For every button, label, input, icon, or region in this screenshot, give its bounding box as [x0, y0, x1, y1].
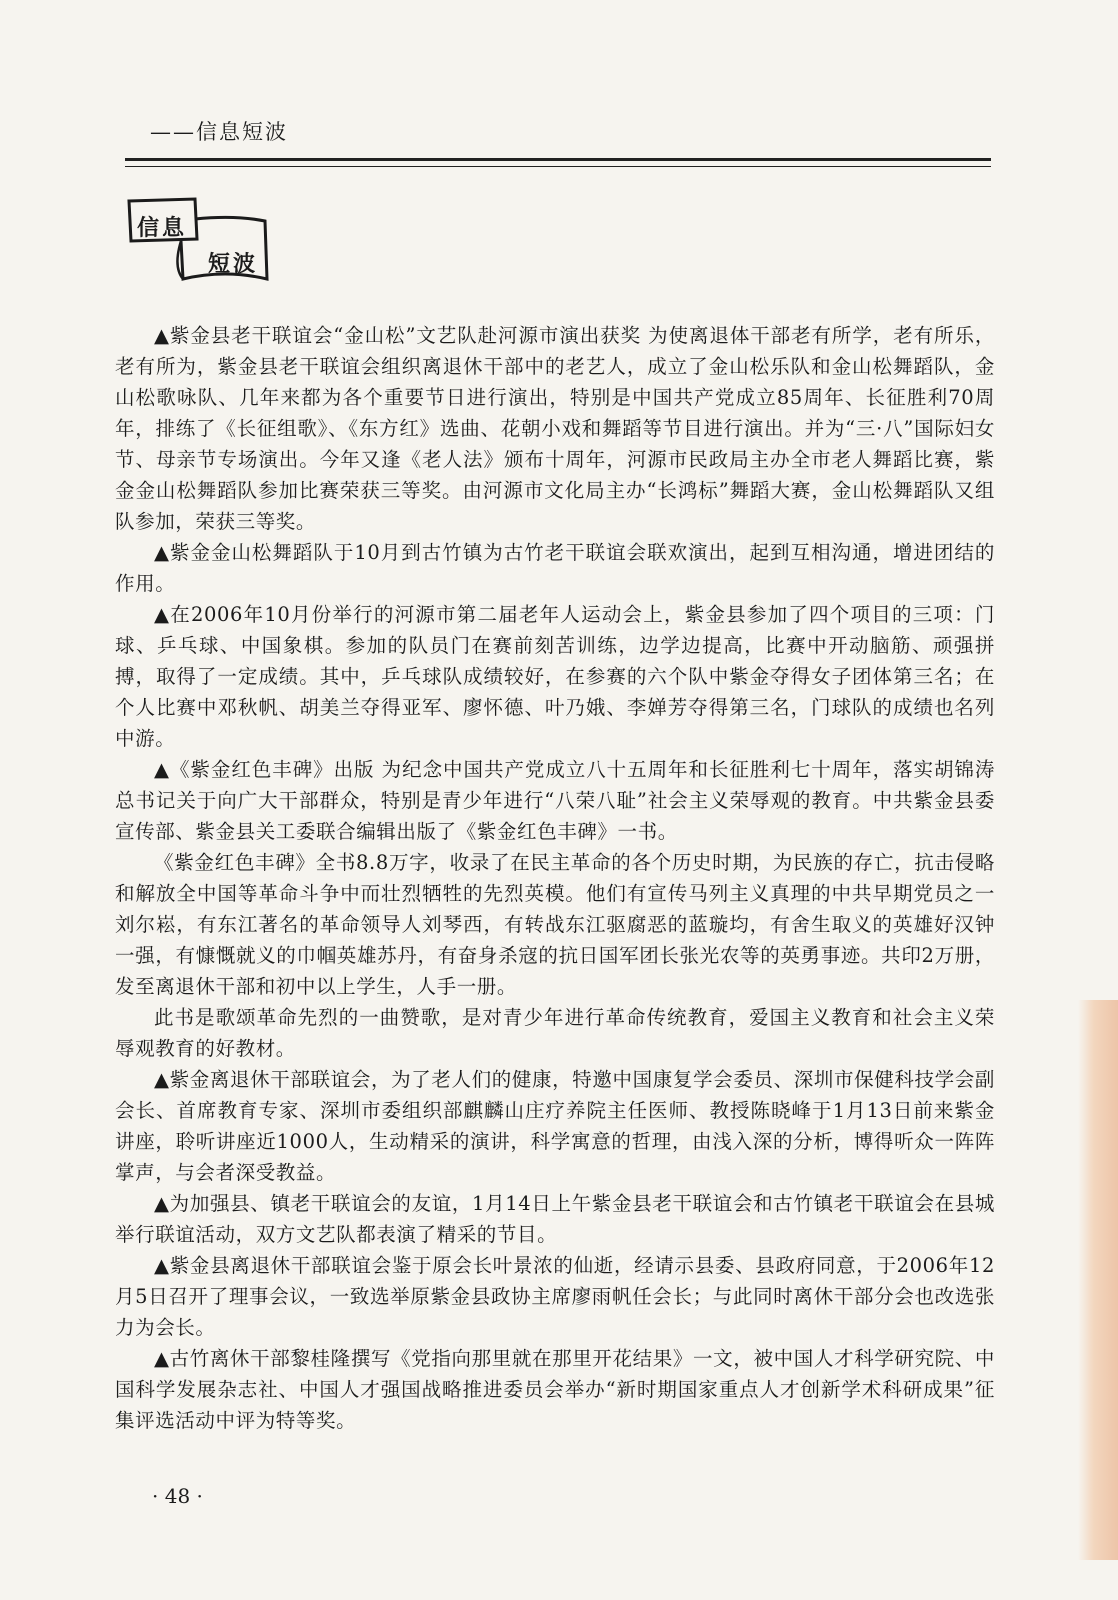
page-number: · 48 · [152, 1484, 203, 1508]
logo-line2: 短波 [208, 252, 259, 277]
paragraph: ▲《紫金红色丰碑》出版 为纪念中国共产党成立八十五周年和长征胜利七十周年，落实胡锦涛总书记关于向广大干部群众，特别是青少年进行“八荣八耻”社会主义荣辱观的教育。中共紫金县委宣传部、紫金县关工委联合编辑出版了《紫金红色丰碑》一书。 [115, 758, 995, 843]
paragraph: ▲古竹离休干部黎桂隆撰写《党指向那里就在那里开花结果》一文，被中国人才科学研究院、中国科学发展杂志社、中国人才强国战略推进委员会举办“新时期国家重点人才创新学术科研成果”征集评选活动中评为特等奖。 [115, 1347, 995, 1432]
torn-edge [1078, 1000, 1118, 1560]
paragraph: ▲紫金金山松舞蹈队于10月到古竹镇为古竹老干联谊会联欢演出，起到互相沟通，增进团结的作用。 [115, 541, 995, 595]
header-rule-thin [125, 166, 991, 167]
paragraph: ▲紫金县离退休干部联谊会鉴于原会长叶景浓的仙逝，经请示县委、县政府同意，于2006年12月5日召开了理事会议，一致选举原紫金县政协主席廖雨帆任会长；与此同时离休干部分会也改选张力为会长。 [115, 1254, 995, 1339]
running-head: ——信息短波 [150, 120, 288, 144]
paragraph: 《紫金红色丰碑》全书8.8万字，收录了在民主革命的各个历史时期，为民族的存亡，抗击侵略和解放全中国等革命斗争中而壮烈牺牲的先烈英模。他们有宣传马列主义真理的中共早期党员之一刘尔崧，有东江著名的革命领导人刘琴西，有转战东江驱腐恶的蓝璇均，有舍生取义的英雄好汉钟一强，有慷慨就义的巾帼英雄苏丹，有奋身杀寇的抗日国军团长张光农等的英勇事迹。共印2万册，发至离退休干部和初中以上学生，人手一册。 [115, 851, 995, 998]
paragraph: ▲为加强县、镇老干联谊会的友谊，1月14日上午紫金县老干联谊会和古竹镇老干联谊会在县城举行联谊活动，双方文艺队都表演了精采的节目。 [115, 1192, 995, 1246]
article-body [115, 320, 995, 1436]
paragraph: 此书是歌颂革命先烈的一曲赞歌，是对青少年进行革命传统教育，爱国主义教育和社会主义荣辱观教育的好教材。 [115, 1006, 995, 1060]
logo-line1: 信息 [137, 216, 188, 241]
header-rule-thick [125, 158, 991, 161]
paragraph: ▲紫金离退休干部联谊会，为了老人们的健康，特邀中国康复学会委员、深圳市保健科技学会副会长、首席教育专家、深圳市委组织部麒麟山庄疗养院主任医师、教授陈晓峰于1月13日前来紫金讲座，聆听讲座近1000人，生动精采的演讲，科学寓意的哲理，由浅入深的分析，博得听众一阵阵掌声，与会者深受教益。 [115, 1068, 995, 1184]
section-logo [125, 195, 275, 290]
paragraph: ▲在2006年10月份举行的河源市第二届老年人运动会上，紫金县参加了四个项目的三项：门球、乒乓球、中国象棋。参加的队员门在赛前刻苦训练，边学边提高，比赛中开动脑筋、顽强拼搏，取得了一定成绩。其中，乒乓球队成绩较好，在参赛的六个队中紫金夺得女子团体第三名；在个人比赛中邓秋帆、胡美兰夺得亚军、廖怀德、叶乃娥、李婵芳夺得第三名，门球队的成绩也名列中游。 [115, 603, 995, 750]
paragraph: ▲紫金县老干联谊会“金山松”文艺队赴河源市演出获奖 为使离退体干部老有所学，老有所乐，老有所为，紫金县老干联谊会组织离退休干部中的老艺人，成立了金山松乐队和金山松舞蹈队，金山松歌咏队、几年来都为各个重要节日进行演出，特别是中国共产党成立85周年、长征胜利70周年，排练了《长征组歌》、《东方红》选曲、花朝小戏和舞蹈等节目进行演出。并为“三·八”国际妇女节、母亲节专场演出。今年又逢《老人法》颁布十周年，河源市民政局主办全市老人舞蹈比赛，紫金金山松舞蹈队参加比赛荣获三等奖。由河源市文化局主办“长鸿标”舞蹈大赛，金山松舞蹈队又组队参加，荣获三等奖。 [115, 324, 995, 533]
